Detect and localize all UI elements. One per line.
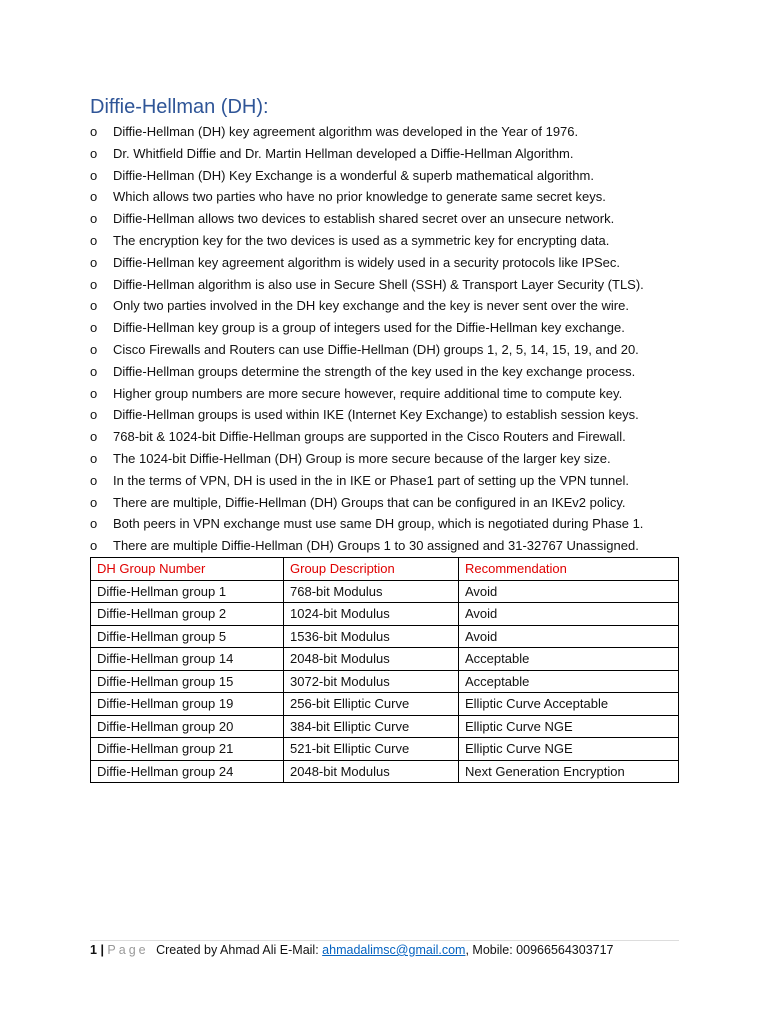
header-group-description: Group Description (284, 558, 459, 581)
table-row (91, 693, 679, 716)
recommendation-cell: Avoid (459, 625, 679, 648)
list-item-text: There are multiple, Diffie-Hellman (DH) Groups that can be configured in an IKEv2 policy. (113, 494, 626, 510)
list-item-text: Diffie-Hellman groups determine the strength of the key used in the key exchange process. (113, 363, 636, 379)
table-body (91, 580, 679, 783)
list-item (90, 404, 690, 426)
header-dh-group-number: DH Group Number (91, 558, 284, 581)
list-item-text: Both peers in VPN exchange must use same DH group, which is negotiated during Phase 1. (113, 516, 644, 532)
bullet-marker-icon: o (90, 320, 98, 336)
footer-divider (90, 940, 679, 941)
page-separator: | (100, 943, 104, 957)
bullet-marker-icon: o (90, 341, 98, 357)
footer-mobile: , Mobile: 00966564303717 (465, 943, 614, 957)
list-item-text: Diffie-Hellman (DH) Key Exchange is a wonderful & superb mathematical algorithm. (113, 167, 594, 183)
page-heading: Diffie-Hellman (DH): (90, 96, 269, 118)
list-item-text: The 1024-bit Diffie-Hellman (DH) Group is more secure because of the larger key size. (113, 450, 611, 466)
list-item (90, 513, 690, 535)
bullet-marker-icon: o (90, 538, 98, 554)
group-description-cell: 384-bit Elliptic Curve (284, 715, 459, 738)
table-header-row (91, 558, 679, 581)
list-item-text: Dr. Whitfield Diffie and Dr. Martin Hellman developed a Diffie-Hellman Algorithm. (113, 145, 574, 161)
group-description-cell: 1536-bit Modulus (284, 625, 459, 648)
table-row (91, 625, 679, 648)
list-item (90, 252, 690, 274)
group-description-cell: 2048-bit Modulus (284, 760, 459, 783)
group-description-cell: 1024-bit Modulus (284, 603, 459, 626)
dh-group-table (90, 557, 679, 783)
bullet-marker-icon: o (90, 363, 98, 379)
bullet-marker-icon: o (90, 145, 98, 161)
bullet-marker-icon: o (90, 254, 98, 270)
list-item (90, 383, 690, 405)
dh-group-number-cell: Diffie-Hellman group 1 (91, 580, 284, 603)
bullet-list (90, 121, 690, 557)
recommendation-cell: Elliptic Curve NGE (459, 738, 679, 761)
list-item (90, 186, 690, 208)
table-row (91, 738, 679, 761)
dh-group-number-cell: Diffie-Hellman group 14 (91, 648, 284, 671)
bullet-marker-icon: o (90, 276, 98, 292)
dh-group-number-cell: Diffie-Hellman group 20 (91, 715, 284, 738)
recommendation-cell: Elliptic Curve NGE (459, 715, 679, 738)
list-item-text: Diffie-Hellman groups is used within IKE (Internet Key Exchange) to establish session keys. (113, 407, 639, 423)
list-item-text: 768-bit & 1024-bit Diffie-Hellman groups are supported in the Cisco Routers and Firewall. (113, 429, 626, 445)
bullet-marker-icon: o (90, 494, 98, 510)
bullet-marker-icon: o (90, 232, 98, 248)
list-item-text: Diffie-Hellman algorithm is also use in Secure Shell (SSH) & Transport Layer Security (TLS). (113, 276, 644, 292)
recommendation-cell: Next Generation Encryption (459, 760, 679, 783)
list-item-text: The encryption key for the two devices is used as a symmetric key for encrypting data. (113, 232, 610, 248)
bullet-marker-icon: o (90, 429, 98, 445)
list-item-text: Only two parties involved in the DH key exchange and the key is never sent over the wire. (113, 298, 629, 314)
recommendation-cell: Avoid (459, 603, 679, 626)
recommendation-cell: Acceptable (459, 648, 679, 671)
bullet-marker-icon: o (90, 189, 98, 205)
dh-group-number-cell: Diffie-Hellman group 2 (91, 603, 284, 626)
group-description-cell: 3072-bit Modulus (284, 670, 459, 693)
table-row (91, 670, 679, 693)
dh-group-number-cell: Diffie-Hellman group 15 (91, 670, 284, 693)
bullet-marker-icon: o (90, 124, 98, 139)
list-item (90, 317, 690, 339)
list-item (90, 143, 690, 165)
table-row (91, 715, 679, 738)
list-item (90, 208, 690, 230)
dh-group-number-cell: Diffie-Hellman group 5 (91, 625, 284, 648)
list-item (90, 274, 690, 296)
group-description-cell: 2048-bit Modulus (284, 648, 459, 671)
list-item-text: Diffie-Hellman key group is a group of integers used for the Diffie-Hellman key exchange. (113, 320, 625, 336)
group-description-cell: 521-bit Elliptic Curve (284, 738, 459, 761)
list-item-text: There are multiple Diffie-Hellman (DH) Groups 1 to 30 assigned and 31-32767 Unassigned. (113, 538, 639, 554)
list-item (90, 230, 690, 252)
table-row (91, 580, 679, 603)
table-row (91, 603, 679, 626)
bullet-marker-icon: o (90, 407, 98, 423)
list-item (90, 121, 690, 143)
list-item (90, 535, 690, 557)
dh-group-number-cell: Diffie-Hellman group 19 (91, 693, 284, 716)
list-item (90, 295, 690, 317)
table-row (91, 648, 679, 671)
list-item-text: Diffie-Hellman key agreement algorithm is widely used in a security protocols like IPSec. (113, 254, 620, 270)
list-item (90, 361, 690, 383)
list-item (90, 492, 690, 514)
page-footer (90, 943, 614, 957)
bullet-marker-icon: o (90, 450, 98, 466)
list-item-text: Higher group numbers are more secure however, require additional time to compute key. (113, 385, 623, 401)
list-item (90, 470, 690, 492)
footer-credit: Created by Ahmad Ali E-Mail: (156, 943, 319, 957)
bullet-marker-icon: o (90, 211, 98, 227)
dh-group-number-cell: Diffie-Hellman group 21 (91, 738, 284, 761)
bullet-marker-icon: o (90, 472, 98, 488)
group-description-cell: 768-bit Modulus (284, 580, 459, 603)
list-item (90, 339, 690, 361)
bullet-marker-icon: o (90, 167, 98, 183)
list-item-text: Diffie-Hellman (DH) key agreement algorithm was developed in the Year of 1976. (113, 124, 579, 139)
list-item-text: Which allows two parties who have no prior knowledge to generate same secret keys. (113, 189, 606, 205)
dh-group-number-cell: Diffie-Hellman group 24 (91, 760, 284, 783)
bullet-marker-icon: o (90, 298, 98, 314)
page-number: 1 (90, 943, 97, 957)
recommendation-cell: Avoid (459, 580, 679, 603)
email-link[interactable]: ahmadalimsc@gmail.com (322, 943, 466, 957)
list-item (90, 426, 690, 448)
recommendation-cell: Acceptable (459, 670, 679, 693)
list-item-text: Diffie-Hellman allows two devices to establish shared secret over an unsecure network. (113, 211, 615, 227)
header-recommendation: Recommendation (459, 558, 679, 581)
recommendation-cell: Elliptic Curve Acceptable (459, 693, 679, 716)
list-item (90, 165, 690, 187)
bullet-marker-icon: o (90, 385, 98, 401)
table-row (91, 760, 679, 783)
list-item-text: In the terms of VPN, DH is used in the in IKE or Phase1 part of setting up the VPN tunnel. (113, 472, 629, 488)
list-item (90, 448, 690, 470)
group-description-cell: 256-bit Elliptic Curve (284, 693, 459, 716)
list-item-text: Cisco Firewalls and Routers can use Diffie-Hellman (DH) groups 1, 2, 5, 14, 15, 19, and 20. (113, 341, 639, 357)
page-word: Page (107, 943, 149, 957)
bullet-marker-icon: o (90, 516, 98, 532)
